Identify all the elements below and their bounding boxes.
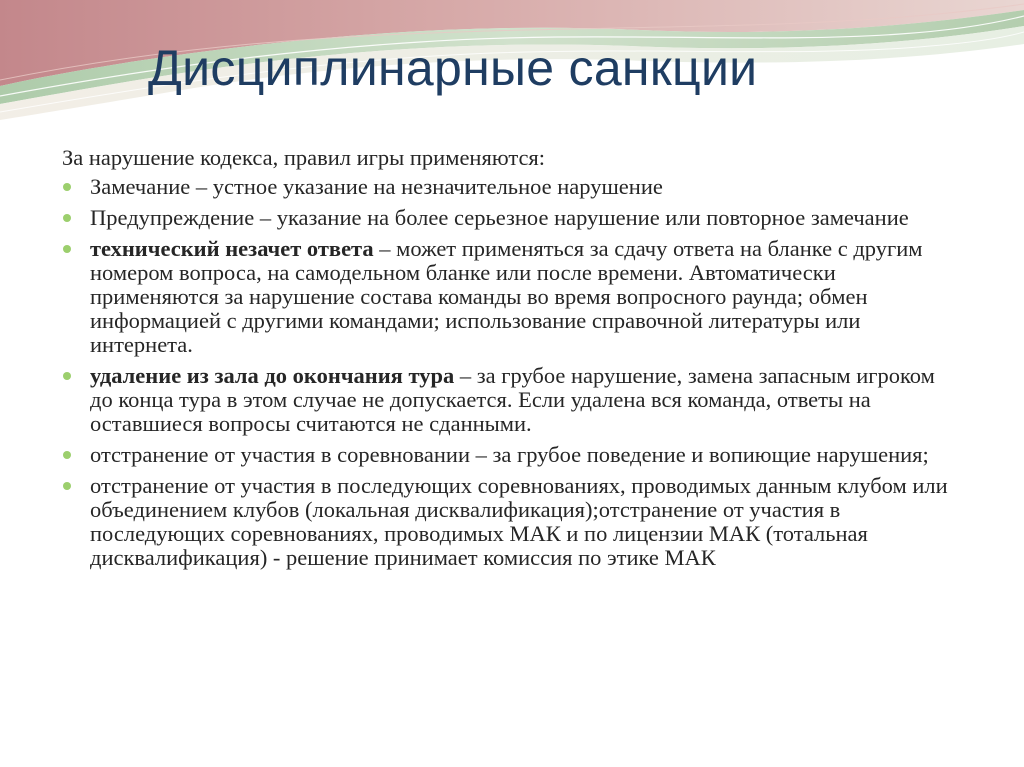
- bullet-text: Замечание – устное указание на незначительное нарушение: [90, 174, 663, 199]
- bullet-term: технический незачет ответа: [90, 236, 374, 261]
- list-item: [62, 364, 962, 436]
- bullet-term: удаление из зала до окончания тура: [90, 363, 455, 388]
- bullet-text: отстранение от участия в последующих соревнованиях, проводимых данным клубом или объединением клубов (локальная дисквалификация);отстранение от участия в последующих соревнованиях, проводимых МАК и по лицензии МАК (тотальная дисквалификация) - решение принимает комиссия по этике МАК: [90, 473, 948, 570]
- bullet-text: отстранение от участия в соревновании – за грубое поведение и вопиющие нарушения;: [90, 442, 929, 467]
- bullet-dot-icon: [63, 183, 71, 191]
- intro-text: За нарушение кодекса, правил игры применяются:: [62, 145, 546, 170]
- list-item: [62, 237, 962, 357]
- bullet-dot-icon: [63, 451, 71, 459]
- bullet-text: – за грубое нарушение, замена запасным игроком до конца тура в этом случае не допускается. Если удалена вся команда, ответы на оставшиеся вопросы считаются не сданными.: [90, 363, 935, 436]
- slide-title: Дисциплинарные санкции: [148, 40, 758, 96]
- list-item: [62, 175, 962, 199]
- bullet-dot-icon: [63, 214, 71, 222]
- bullet-dot-icon: [63, 372, 71, 380]
- bullet-dot-icon: [63, 245, 71, 253]
- bullet-dot-icon: [63, 482, 71, 490]
- sanctions-list: [62, 175, 962, 570]
- slide-body: [62, 146, 962, 577]
- bullet-text: – может применяться за сдачу ответа на бланке с другим номером вопроса, на самодельном бланке или после времени. Автоматически применяются за нарушение состава команды во время вопросного раунда; обмен информацией с другими командами; использование справочной литературы или интернета.: [90, 236, 923, 357]
- list-item: [62, 206, 962, 230]
- bullet-text: Предупреждение – указание на более серьезное нарушение или повторное замечание: [90, 205, 909, 230]
- list-item: [62, 443, 962, 467]
- list-item: [62, 474, 962, 570]
